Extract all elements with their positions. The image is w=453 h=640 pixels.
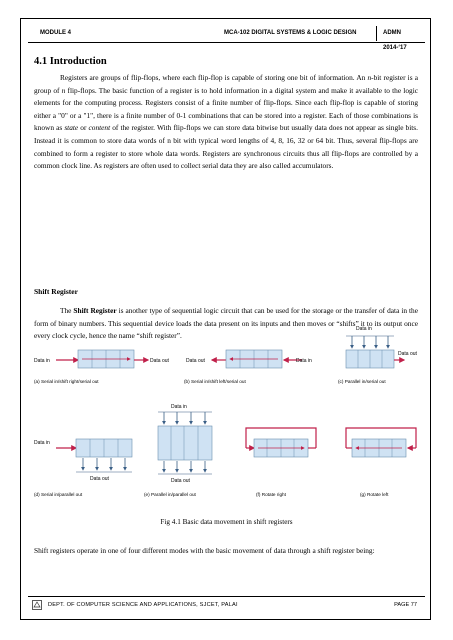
panel-b (184, 350, 312, 384)
section-heading-introduction: 4.1 Introduction (34, 56, 107, 67)
panel-e-data-out: Data out (171, 478, 190, 484)
panel-a-data-in: Data in (34, 358, 50, 364)
panel-d (34, 439, 132, 497)
college-logo-icon (32, 600, 42, 610)
intro-text-a: Registers are groups of flip-flops, where each flip-flop is capable of storing one bit of information. An (60, 73, 368, 82)
panel-d-data-out: Data out (90, 476, 109, 482)
modes-paragraph: Shift registers operate in one of four different modes with the basic movement of data through a shift register being: (34, 546, 375, 555)
intro-text-c: flip-flops. The basic function of a register is to hold information in a digital system and make it available to the logic elements for the computing process. Registers consist of a finite number of flip-flops. Since each flip-flop is capable of storing either a "0" or a "1", there is a finite number of 0-1 combinations that can be stored into a register. Each of those combinations is known as (34, 85, 418, 133)
section-heading-shift-register: Shift Register (34, 287, 78, 296)
panel-c-data-out: Data out (398, 351, 417, 357)
panel-e-data-in: Data in (171, 404, 187, 410)
panel-c-data-in: Data in (356, 326, 372, 332)
figure-caption: Fig 4.1 Basic data movement in shift registers (160, 518, 293, 526)
panel-g (346, 428, 416, 497)
panel-b-data-out: Data out (186, 358, 205, 364)
shift-text-b: is another type of sequential logic circuit that can be used for the storage or the transfer of data in the form of binary numbers. This sequential device loads the data present on its inputs and then moves or “shifts” it to its output once every clock cycle, hence the name “shift register”. (34, 306, 418, 341)
intro-content-italic: content (88, 123, 111, 133)
intro-paragraph (34, 72, 418, 173)
page-header (28, 26, 425, 51)
panel-d-caption: (d) Serial in/parallel out (34, 492, 83, 497)
panel-a-caption: (a) Serial in/shift right/serial out (34, 379, 99, 384)
panel-e-caption: (e) Parallel in/parallel out (144, 492, 196, 497)
panel-e-register (158, 426, 212, 460)
panel-b-caption: (b) Serial in/shift left/serial out (184, 379, 246, 384)
footer-page-number: PAGE 77 (394, 602, 417, 608)
shift-text-a: The (60, 306, 74, 315)
panel-a (34, 350, 170, 384)
page-footer (28, 596, 425, 613)
panel-f-caption: (f) Rotate right (256, 492, 286, 497)
panel-g-caption: (g) Rotate left (360, 492, 389, 497)
figure-svg (34, 326, 418, 512)
panel-f (246, 428, 316, 497)
panel-d-data-in: Data in (34, 440, 50, 446)
intro-n-italic-2: n (61, 85, 66, 95)
header-module: MODULE 4 (40, 30, 72, 36)
panel-c-caption: (c) Parallel in/serial out (338, 379, 386, 384)
panel-a-data-out: Data out (150, 358, 169, 364)
shift-bold-term: Shift Register (73, 306, 117, 315)
intro-or: or (78, 123, 89, 133)
intro-text-d: of the register. With flip-flops we can store data bitwise but usually data does not appear as single bits. Instead it is common to store data words of n bit with typical word lengths of 4, 8, 16, 32 or 64 bit. Thus, several flip-flops are combined to form a register to store whole data words. Registers are synchronous circuits thus all flip-flops are controlled by a common clock line. As registers are often used to collect serial data they are also called accumulators. (34, 123, 418, 171)
intro-n-italic: n (367, 73, 372, 82)
panel-b-data-in: Data in (296, 358, 312, 364)
shift-register-figure (34, 326, 418, 512)
intro-text-b: -bit register is a group of (34, 73, 418, 95)
header-course: MCA-102 DIGITAL SYSTEMS & LOGIC DESIGN (224, 30, 357, 36)
intro-state-italic: state (64, 123, 79, 133)
shift-register-paragraph (34, 305, 418, 343)
footer-department: DEPT. OF COMPUTER SCIENCE AND APPLICATIONS, SJCET, PALAI (48, 602, 238, 608)
header-admn: ADMN 2014-‘17 (376, 26, 425, 41)
panel-e (144, 404, 212, 497)
